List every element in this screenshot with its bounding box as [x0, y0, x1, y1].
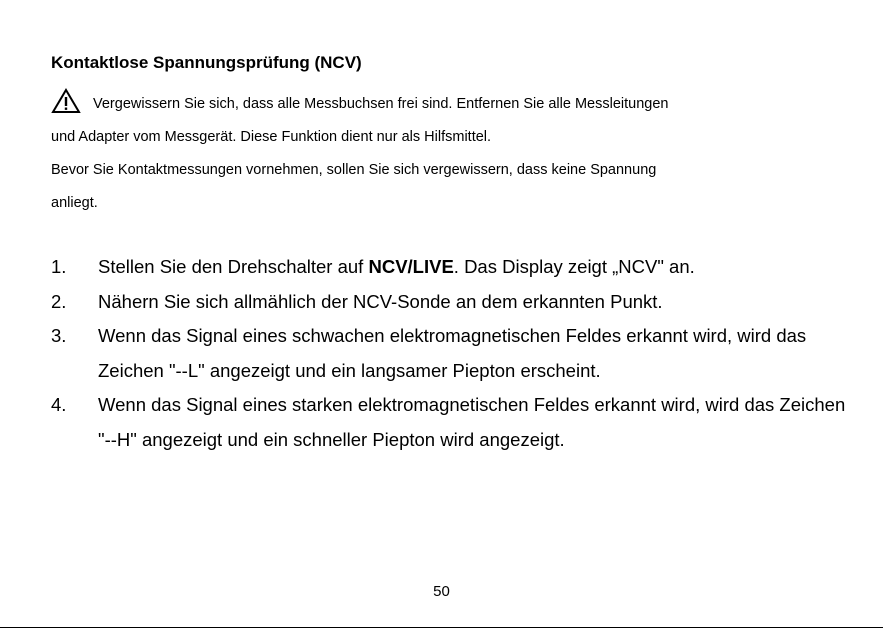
list-item-text-part: . Das Display zeigt „NCV" an. [453, 256, 695, 277]
warning-notice [51, 88, 841, 220]
warning-text-line-1: Vergewissern Sie sich, dass alle Messbuchsen frei sind. Entfernen Sie alle Messleitungen [93, 96, 669, 112]
section-heading: Kontaktlose Spannungsprüfung (NCV) [51, 53, 362, 72]
list-item-text [98, 256, 695, 277]
list-item [51, 319, 851, 388]
list-item [51, 285, 851, 320]
list-item-number: 4. [51, 394, 67, 415]
list-item-text: Nähern Sie sich allmählich der NCV-Sonde an dem erkannten Punkt. [98, 290, 663, 312]
list-item-text-part: Stellen Sie den Drehschalter auf [98, 256, 369, 277]
warning-text-line-2: und Adapter vom Messgerät. Diese Funktion dient nur als Hilfsmittel. [51, 129, 492, 145]
bottom-divider [0, 627, 883, 628]
list-item [51, 250, 851, 285]
mode-name-bold: NCV/LIVE [368, 256, 454, 277]
list-item-number: 2. [51, 290, 67, 312]
warning-text-line-3: Bevor Sie Kontaktmessungen vornehmen, sollen Sie sich vergewissern, dass keine Spannung [51, 162, 657, 178]
list-item-text: Wenn das Signal eines starken elektromagnetischen Feldes erkannt wird, wird das Zeichen "--H" angezeigt und ein schneller Piepton wird angezeigt. [98, 394, 846, 450]
page-number: 50 [433, 583, 450, 600]
instruction-list [51, 250, 851, 457]
list-item-number: 3. [51, 325, 67, 346]
list-item [51, 388, 851, 457]
warning-text-line-4: anliegt. [51, 195, 98, 211]
warning-triangle-icon [51, 88, 81, 114]
list-item-number: 1. [51, 256, 67, 277]
list-item-text: Wenn das Signal eines schwachen elektromagnetischen Feldes erkannt wird, wird das Zeichen "--L" angezeigt und ein langsamer Piepton erscheint. [98, 325, 807, 381]
warning-line-1 [51, 88, 841, 121]
